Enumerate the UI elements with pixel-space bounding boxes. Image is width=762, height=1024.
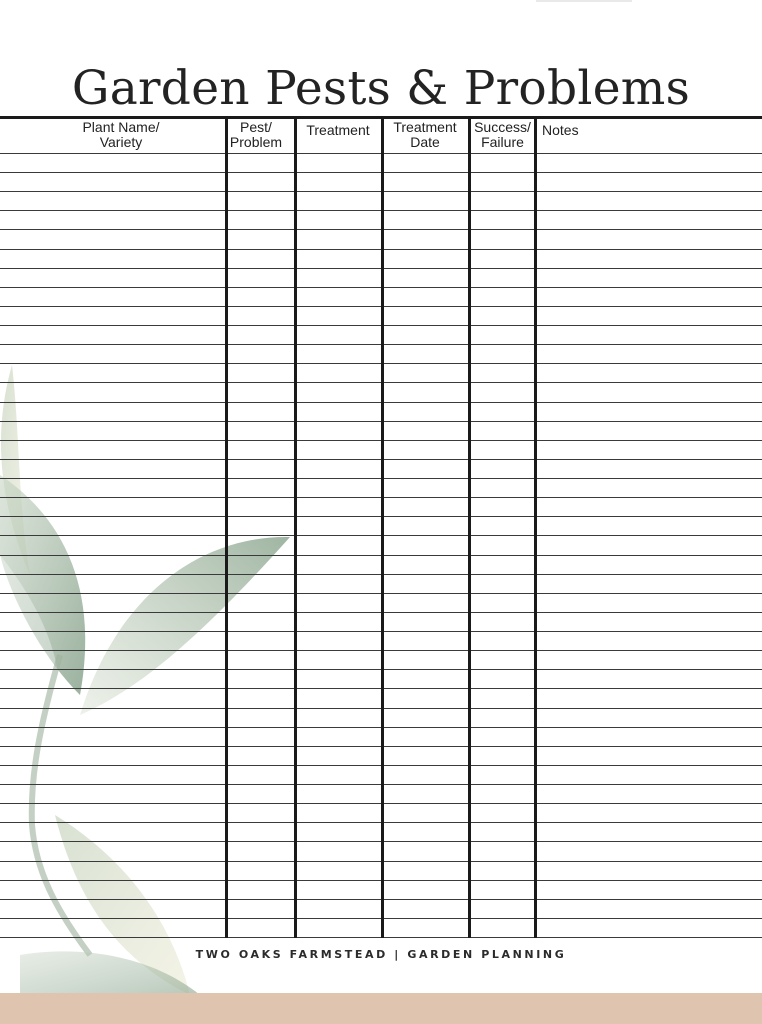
- table-row: [0, 191, 762, 192]
- column-header-notes: Notes: [542, 122, 579, 138]
- column-header-pest-problem: Pest/ Problem: [229, 119, 283, 150]
- watercolor-leaves-decoration: [0, 355, 300, 995]
- footer-brand: TWO OAKS FARMSTEAD | GARDEN PLANNING: [195, 948, 567, 961]
- table-row: [0, 287, 762, 288]
- column-divider: [468, 118, 471, 938]
- column-divider: [381, 118, 384, 938]
- column-header-plant-name: Plant Name/ Variety: [82, 119, 160, 150]
- column-header-success-failure: Success/ Failure: [474, 119, 531, 150]
- column-divider: [534, 118, 537, 938]
- table-row: [0, 153, 762, 154]
- table-row: [0, 325, 762, 326]
- table-row: [0, 249, 762, 250]
- column-header-treatment: Treatment: [306, 122, 370, 138]
- table-row: [0, 172, 762, 173]
- top-edge-mark: [536, 0, 632, 2]
- table-row: [0, 268, 762, 269]
- table-row: [0, 210, 762, 211]
- table-row: [0, 229, 762, 230]
- table-row: [0, 344, 762, 345]
- bottom-color-band: [0, 993, 762, 1024]
- column-header-treatment-date: Treatment Date: [393, 119, 457, 150]
- page-title: Garden Pests & Problems: [71, 61, 691, 116]
- table-row: [0, 306, 762, 307]
